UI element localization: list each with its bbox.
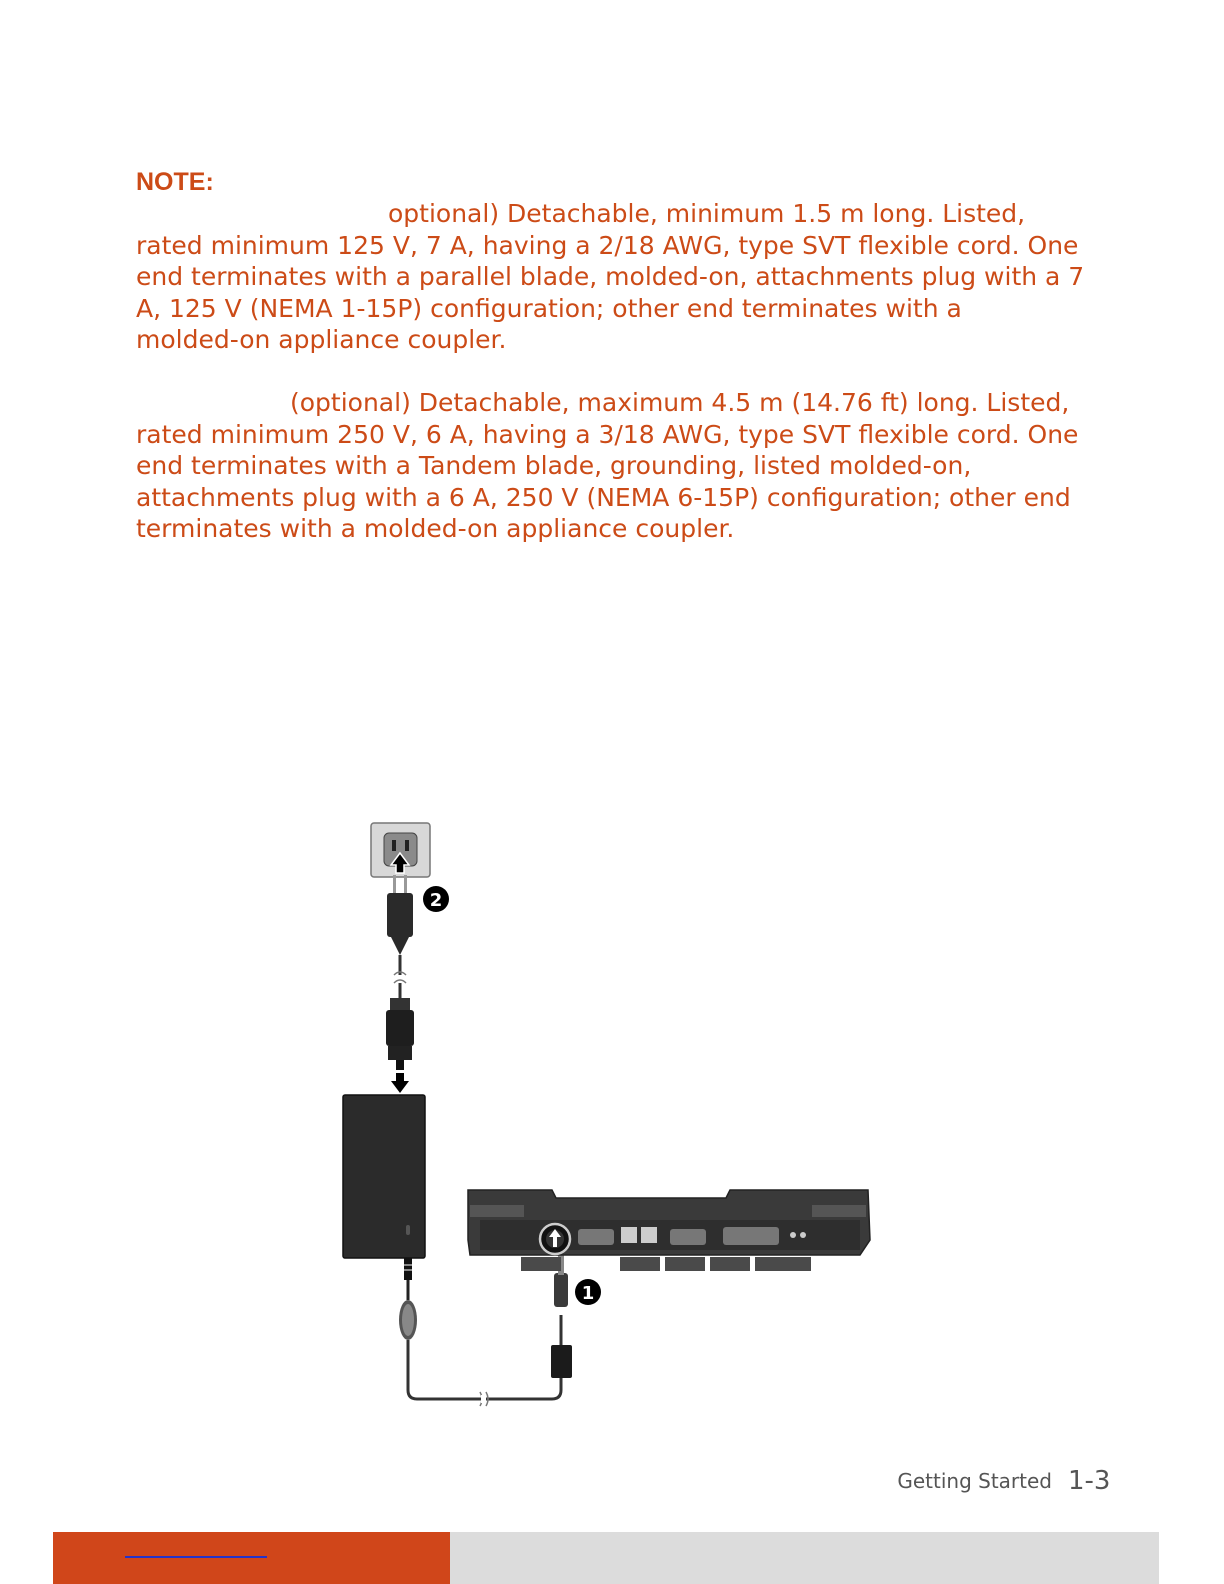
note-p2-line-4: attachments plug with a 6 A, 250 V (NEMA 6-15P) configuration; other end	[136, 482, 1071, 512]
dc-cable	[408, 1340, 561, 1399]
note-p2-line-1: (optional) Detachable, maximum 4.5 m (14.76 ft) long. Listed,	[290, 387, 1070, 417]
laptop-rear-view	[468, 1190, 870, 1271]
footer-section-title: Getting Started	[897, 1469, 1052, 1493]
note-paragraph-2	[136, 387, 1096, 545]
ac-adapter	[343, 1095, 425, 1340]
dc-plug	[551, 1255, 572, 1378]
footer-bar-accent	[53, 1532, 450, 1584]
note-block	[136, 166, 1096, 545]
callout-2	[423, 886, 449, 912]
note-p1-line-3: end terminates with a parallel blade, molded-on, attachments plug with a 7	[136, 262, 1085, 292]
arrow-down-icon	[391, 1073, 409, 1093]
page-number: 1-3	[1068, 1466, 1111, 1496]
svg-text:1: 1	[581, 1283, 595, 1304]
ac-plug	[387, 875, 413, 998]
footer-link-underline[interactable]	[125, 1556, 267, 1558]
note-p1-line-4: A, 125 V (NEMA 1-15P) configuration; other end terminates with a	[136, 293, 962, 323]
note-p2-line-5: terminates with a molded-on appliance coupler.	[136, 514, 735, 544]
note-paragraph-1	[136, 198, 1096, 356]
svg-text:2: 2	[429, 890, 443, 911]
note-label: NOTE:	[136, 168, 214, 196]
note-p1-line-1: optional) Detachable, minimum 1.5 m long. Listed,	[388, 199, 1026, 228]
note-p1-line-2: rated minimum 125 V, 7 A, having a 2/18 AWG, type SVT flexible cord. One	[136, 230, 1079, 260]
footer-bar-grey	[450, 1532, 1159, 1584]
note-p2-line-3: end terminates with a Tandem blade, grounding, listed molded-on,	[136, 451, 972, 481]
note-p1-line-5: molded-on appliance coupler.	[136, 325, 507, 355]
appliance-coupler	[386, 998, 414, 1070]
callout-1	[575, 1279, 601, 1305]
note-p2-line-2: rated minimum 250 V, 6 A, having a 3/18 AWG, type SVT flexible cord. One	[136, 419, 1079, 449]
power-connection-illustration	[330, 815, 890, 1415]
